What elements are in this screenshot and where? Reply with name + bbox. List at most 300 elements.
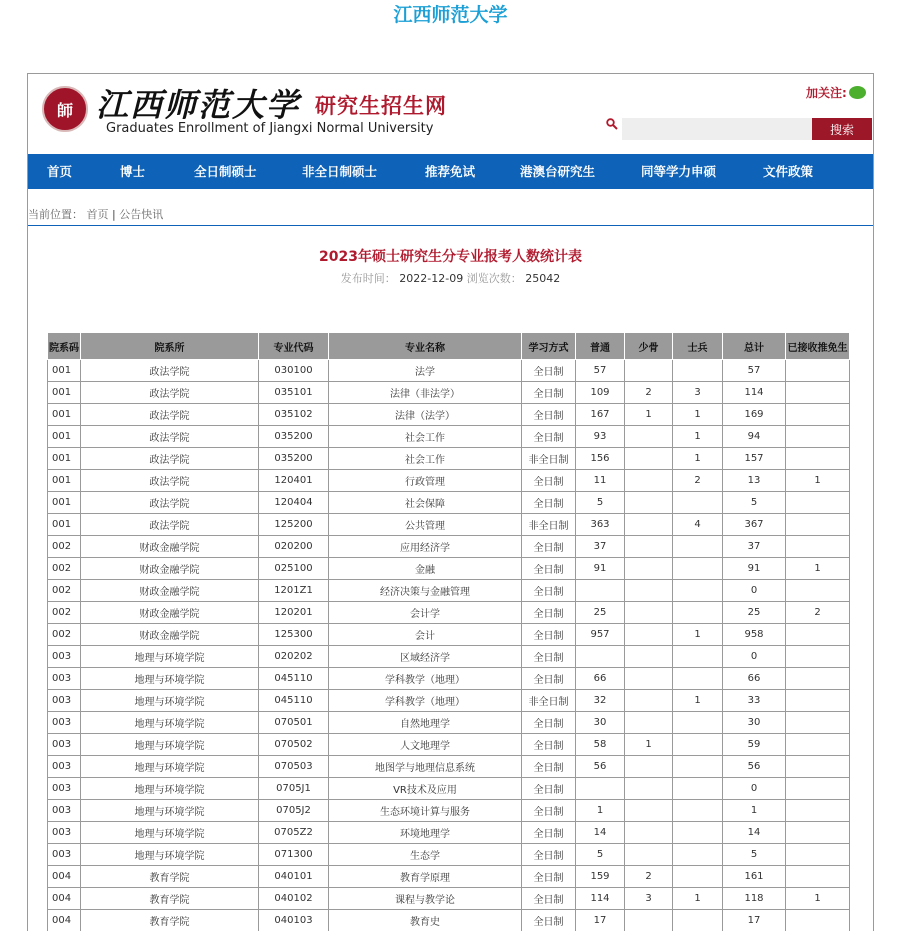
logo-site-name[interactable]: 研究生招生网 <box>315 90 447 120</box>
table-row <box>48 690 850 712</box>
cell-minority-count <box>625 778 673 800</box>
breadcrumb-home[interactable]: 首页 <box>87 208 109 221</box>
cell-minority-count <box>625 822 673 844</box>
cell-soldier-count <box>673 602 723 624</box>
cell-dept-code: 001 <box>48 360 81 382</box>
cell-major-code: 120201 <box>259 602 329 624</box>
column-header-study-mode: 学习方式 <box>522 333 576 360</box>
cell-study-mode: 全日制 <box>522 404 576 426</box>
cell-major-code: 035200 <box>259 448 329 470</box>
column-header-major-code: 专业代码 <box>259 333 329 360</box>
cell-dept-code: 004 <box>48 910 81 931</box>
nav-hk-macau-taiwan[interactable]: 港澳台研究生 <box>520 154 595 189</box>
cell-soldier-count <box>673 822 723 844</box>
cell-total-count: 56 <box>723 756 786 778</box>
cell-total-count: 118 <box>723 888 786 910</box>
publish-date: 2022-12-09 <box>399 272 463 285</box>
cell-dept-name: 教育学院 <box>81 910 259 931</box>
table-row <box>48 822 850 844</box>
table-row <box>48 756 850 778</box>
cell-major-code: 045110 <box>259 668 329 690</box>
cell-dept-name: 地理与环境学院 <box>81 646 259 668</box>
cell-soldier-count <box>673 712 723 734</box>
follow-label: 加关注: <box>806 86 847 100</box>
view-count: 25042 <box>525 272 560 285</box>
cell-dept-name: 财政金融学院 <box>81 580 259 602</box>
cell-major-name: 区域经济学 <box>329 646 522 668</box>
table-row <box>48 646 850 668</box>
cell-total-count: 13 <box>723 470 786 492</box>
cell-major-name: 行政管理 <box>329 470 522 492</box>
cell-recommended-count <box>786 866 850 888</box>
cell-minority-count: 2 <box>625 382 673 404</box>
table-row <box>48 382 850 404</box>
site-frame <box>27 73 874 931</box>
cell-recommended-count <box>786 624 850 646</box>
cell-recommended-count <box>786 492 850 514</box>
cell-soldier-count <box>673 360 723 382</box>
table-row <box>48 558 850 580</box>
cell-dept-name: 地理与环境学院 <box>81 690 259 712</box>
cell-minority-count <box>625 602 673 624</box>
cell-recommended-count <box>786 668 850 690</box>
cell-dept-code: 003 <box>48 712 81 734</box>
cell-soldier-count <box>673 910 723 931</box>
cell-study-mode: 全日制 <box>522 492 576 514</box>
cell-dept-name: 政法学院 <box>81 470 259 492</box>
cell-regular-count <box>576 646 625 668</box>
cell-regular-count: 32 <box>576 690 625 712</box>
cell-recommended-count <box>786 756 850 778</box>
table-row <box>48 844 850 866</box>
cell-study-mode: 全日制 <box>522 822 576 844</box>
cell-dept-code: 003 <box>48 646 81 668</box>
article-meta <box>28 270 873 286</box>
cell-regular-count: 114 <box>576 888 625 910</box>
cell-major-code: 025100 <box>259 558 329 580</box>
nav-policy[interactable]: 文件政策 <box>763 154 813 189</box>
cell-study-mode: 全日制 <box>522 734 576 756</box>
cell-regular-count: 109 <box>576 382 625 404</box>
cell-recommended-count <box>786 690 850 712</box>
cell-total-count: 91 <box>723 558 786 580</box>
search-icon <box>606 118 618 130</box>
cell-regular-count: 30 <box>576 712 625 734</box>
cell-total-count: 17 <box>723 910 786 931</box>
logo-english-name: Graduates Enrollment of Jiangxi Normal University <box>106 121 433 136</box>
cell-major-code: 0705Z2 <box>259 822 329 844</box>
cell-recommended-count: 1 <box>786 558 850 580</box>
cell-major-name: 学科教学（地理） <box>329 690 522 712</box>
cell-dept-code: 002 <box>48 558 81 580</box>
cell-soldier-count <box>673 756 723 778</box>
cell-major-code: 125300 <box>259 624 329 646</box>
cell-total-count: 0 <box>723 646 786 668</box>
table-row <box>48 470 850 492</box>
cell-dept-name: 财政金融学院 <box>81 558 259 580</box>
enrollment-stats-table <box>47 332 850 931</box>
cell-recommended-count: 1 <box>786 888 850 910</box>
cell-total-count: 169 <box>723 404 786 426</box>
cell-total-count: 25 <box>723 602 786 624</box>
cell-major-name: 生态环境计算与服务 <box>329 800 522 822</box>
cell-regular-count: 167 <box>576 404 625 426</box>
cell-total-count: 5 <box>723 844 786 866</box>
cell-total-count: 57 <box>723 360 786 382</box>
table-row <box>48 800 850 822</box>
cell-regular-count: 5 <box>576 844 625 866</box>
cell-dept-code: 003 <box>48 734 81 756</box>
header-divider <box>28 225 873 226</box>
breadcrumb-current[interactable]: 公告快讯 <box>119 208 163 221</box>
nav-equivalent-degree[interactable]: 同等学力申硕 <box>641 154 716 189</box>
cell-total-count: 0 <box>723 778 786 800</box>
cell-total-count: 66 <box>723 668 786 690</box>
table-row <box>48 712 850 734</box>
cell-major-code: 120401 <box>259 470 329 492</box>
table-body <box>48 360 850 931</box>
cell-dept-name: 教育学院 <box>81 866 259 888</box>
cell-minority-count <box>625 712 673 734</box>
cell-study-mode: 全日制 <box>522 470 576 492</box>
cell-regular-count: 37 <box>576 536 625 558</box>
cell-recommended-count <box>786 514 850 536</box>
cell-regular-count: 11 <box>576 470 625 492</box>
table-row <box>48 624 850 646</box>
cell-major-code: 045110 <box>259 690 329 712</box>
table-row <box>48 602 850 624</box>
cell-soldier-count <box>673 492 723 514</box>
cell-recommended-count <box>786 778 850 800</box>
cell-major-name: 教育学原理 <box>329 866 522 888</box>
cell-major-name: 社会工作 <box>329 448 522 470</box>
cell-soldier-count <box>673 668 723 690</box>
cell-minority-count: 1 <box>625 734 673 756</box>
cell-major-code: 071300 <box>259 844 329 866</box>
views-label: 浏览次数： <box>467 272 522 285</box>
cell-major-code: 070502 <box>259 734 329 756</box>
cell-dept-code: 001 <box>48 382 81 404</box>
cell-major-code: 040102 <box>259 888 329 910</box>
cell-study-mode: 非全日制 <box>522 690 576 712</box>
cell-study-mode: 全日制 <box>522 800 576 822</box>
cell-soldier-count <box>673 558 723 580</box>
cell-total-count: 157 <box>723 448 786 470</box>
nav-recommend[interactable]: 推荐免试 <box>425 154 475 189</box>
cell-major-name: 人文地理学 <box>329 734 522 756</box>
cell-recommended-count <box>786 360 850 382</box>
cell-study-mode: 全日制 <box>522 888 576 910</box>
cell-regular-count: 957 <box>576 624 625 646</box>
site-header <box>28 74 873 154</box>
cell-recommended-count <box>786 448 850 470</box>
cell-dept-code: 001 <box>48 404 81 426</box>
table-row <box>48 910 850 931</box>
cell-minority-count <box>625 646 673 668</box>
table-row <box>48 866 850 888</box>
cell-study-mode: 非全日制 <box>522 448 576 470</box>
cell-study-mode: 全日制 <box>522 382 576 404</box>
cell-major-code: 035200 <box>259 426 329 448</box>
cell-major-name: 社会工作 <box>329 426 522 448</box>
cell-major-code: 120404 <box>259 492 329 514</box>
column-header-total-count: 总计 <box>723 333 786 360</box>
cell-regular-count <box>576 580 625 602</box>
cell-study-mode: 非全日制 <box>522 514 576 536</box>
breadcrumb-separator: | <box>109 208 120 221</box>
cell-major-name: 学科教学（地理） <box>329 668 522 690</box>
cell-major-name: 教育史 <box>329 910 522 931</box>
table-row <box>48 404 850 426</box>
cell-soldier-count <box>673 734 723 756</box>
cell-minority-count <box>625 470 673 492</box>
follow-link[interactable] <box>806 84 866 101</box>
cell-minority-count <box>625 492 673 514</box>
cell-study-mode: 全日制 <box>522 602 576 624</box>
cell-regular-count: 66 <box>576 668 625 690</box>
cell-study-mode: 全日制 <box>522 844 576 866</box>
cell-soldier-count <box>673 536 723 558</box>
cell-recommended-count: 2 <box>786 602 850 624</box>
cell-dept-name: 政法学院 <box>81 514 259 536</box>
cell-dept-code: 003 <box>48 668 81 690</box>
cell-recommended-count <box>786 822 850 844</box>
cell-major-code: 070501 <box>259 712 329 734</box>
cell-major-name: 自然地理学 <box>329 712 522 734</box>
cell-dept-code: 001 <box>48 426 81 448</box>
cell-minority-count <box>625 448 673 470</box>
cell-soldier-count: 3 <box>673 382 723 404</box>
table-row <box>48 668 850 690</box>
cell-regular-count: 57 <box>576 360 625 382</box>
cell-total-count: 33 <box>723 690 786 712</box>
nav-fulltime-master[interactable]: 全日制硕士 <box>194 154 257 189</box>
wechat-icon[interactable] <box>849 86 866 99</box>
cell-dept-code: 002 <box>48 624 81 646</box>
cell-dept-code: 001 <box>48 492 81 514</box>
cell-minority-count <box>625 580 673 602</box>
cell-regular-count: 91 <box>576 558 625 580</box>
cell-recommended-count <box>786 382 850 404</box>
cell-major-code: 020202 <box>259 646 329 668</box>
cell-minority-count <box>625 536 673 558</box>
cell-study-mode: 全日制 <box>522 866 576 888</box>
cell-total-count: 94 <box>723 426 786 448</box>
cell-major-code: 040101 <box>259 866 329 888</box>
cell-major-code: 030100 <box>259 360 329 382</box>
cell-soldier-count <box>673 866 723 888</box>
cell-dept-code: 003 <box>48 778 81 800</box>
cell-recommended-count <box>786 712 850 734</box>
cell-soldier-count: 1 <box>673 624 723 646</box>
cell-recommended-count <box>786 580 850 602</box>
cell-study-mode: 全日制 <box>522 756 576 778</box>
cell-soldier-count: 1 <box>673 888 723 910</box>
cell-major-name: 地图学与地理信息系统 <box>329 756 522 778</box>
cell-soldier-count: 2 <box>673 470 723 492</box>
cell-major-name: 公共管理 <box>329 514 522 536</box>
cell-regular-count: 17 <box>576 910 625 931</box>
cell-dept-name: 政法学院 <box>81 426 259 448</box>
cell-minority-count <box>625 360 673 382</box>
cell-total-count: 5 <box>723 492 786 514</box>
cell-dept-code: 001 <box>48 470 81 492</box>
cell-recommended-count <box>786 734 850 756</box>
table-row <box>48 492 850 514</box>
table-row <box>48 778 850 800</box>
cell-major-code: 1201Z1 <box>259 580 329 602</box>
cell-dept-code: 003 <box>48 800 81 822</box>
cell-total-count: 367 <box>723 514 786 536</box>
cell-major-name: 应用经济学 <box>329 536 522 558</box>
cell-dept-name: 政法学院 <box>81 492 259 514</box>
search-button[interactable]: 搜索 <box>812 118 872 140</box>
cell-dept-name: 财政金融学院 <box>81 624 259 646</box>
table-row <box>48 888 850 910</box>
cell-dept-code: 002 <box>48 602 81 624</box>
cell-minority-count <box>625 426 673 448</box>
column-header-recommended-count: 已接收推免生 <box>786 333 850 360</box>
cell-dept-name: 政法学院 <box>81 448 259 470</box>
cell-minority-count <box>625 844 673 866</box>
cell-study-mode: 全日制 <box>522 580 576 602</box>
search-input[interactable] <box>622 118 816 140</box>
table-row <box>48 360 850 382</box>
cell-soldier-count: 1 <box>673 690 723 712</box>
cell-dept-code: 003 <box>48 690 81 712</box>
cell-dept-name: 财政金融学院 <box>81 602 259 624</box>
cell-dept-name: 地理与环境学院 <box>81 668 259 690</box>
cell-total-count: 0 <box>723 580 786 602</box>
cell-total-count: 958 <box>723 624 786 646</box>
cell-major-name: 会计学 <box>329 602 522 624</box>
table-row <box>48 426 850 448</box>
cell-study-mode: 全日制 <box>522 712 576 734</box>
cell-recommended-count: 1 <box>786 470 850 492</box>
breadcrumb-prefix: 当前位置： <box>28 208 83 221</box>
cell-regular-count: 25 <box>576 602 625 624</box>
cell-dept-code: 003 <box>48 822 81 844</box>
cell-recommended-count <box>786 800 850 822</box>
cell-recommended-count <box>786 910 850 931</box>
cell-total-count: 14 <box>723 822 786 844</box>
cell-total-count: 161 <box>723 866 786 888</box>
cell-dept-name: 政法学院 <box>81 404 259 426</box>
cell-recommended-count <box>786 404 850 426</box>
cell-study-mode: 全日制 <box>522 910 576 931</box>
cell-minority-count <box>625 624 673 646</box>
cell-minority-count: 2 <box>625 866 673 888</box>
cell-minority-count <box>625 514 673 536</box>
cell-major-name: 生态学 <box>329 844 522 866</box>
cell-minority-count <box>625 800 673 822</box>
cell-dept-name: 地理与环境学院 <box>81 712 259 734</box>
cell-regular-count: 156 <box>576 448 625 470</box>
date-label: 发布时间： <box>341 272 396 285</box>
cell-major-code: 035101 <box>259 382 329 404</box>
nav-home[interactable]: 首页 <box>47 154 72 189</box>
main-nav <box>28 154 873 189</box>
cell-minority-count <box>625 558 673 580</box>
column-header-regular-count: 普通 <box>576 333 625 360</box>
cell-dept-code: 003 <box>48 756 81 778</box>
cell-major-code: 020200 <box>259 536 329 558</box>
column-header-dept-name: 院系所 <box>81 333 259 360</box>
cell-study-mode: 全日制 <box>522 668 576 690</box>
cell-regular-count <box>576 778 625 800</box>
cell-dept-name: 地理与环境学院 <box>81 756 259 778</box>
cell-major-code: 070503 <box>259 756 329 778</box>
cell-regular-count: 159 <box>576 866 625 888</box>
cell-soldier-count: 1 <box>673 404 723 426</box>
cell-major-name: 环境地理学 <box>329 822 522 844</box>
cell-regular-count: 14 <box>576 822 625 844</box>
cell-major-name: 法学 <box>329 360 522 382</box>
cell-soldier-count <box>673 646 723 668</box>
table-row <box>48 536 850 558</box>
page-title: 江西师范大学 <box>0 0 901 30</box>
column-header-dept-code: 院系码 <box>48 333 81 360</box>
cell-major-name: 会计 <box>329 624 522 646</box>
column-header-minority-count: 少骨 <box>625 333 673 360</box>
cell-minority-count: 3 <box>625 888 673 910</box>
nav-doctor[interactable]: 博士 <box>120 154 145 189</box>
table-header-row <box>48 333 850 360</box>
cell-dept-code: 002 <box>48 580 81 602</box>
cell-total-count: 59 <box>723 734 786 756</box>
cell-dept-name: 地理与环境学院 <box>81 800 259 822</box>
cell-dept-name: 地理与环境学院 <box>81 734 259 756</box>
cell-soldier-count: 4 <box>673 514 723 536</box>
cell-recommended-count <box>786 536 850 558</box>
cell-dept-name: 地理与环境学院 <box>81 822 259 844</box>
cell-dept-code: 001 <box>48 514 81 536</box>
cell-study-mode: 全日制 <box>522 646 576 668</box>
cell-dept-code: 001 <box>48 448 81 470</box>
cell-dept-code: 003 <box>48 844 81 866</box>
cell-dept-name: 政法学院 <box>81 360 259 382</box>
nav-parttime-master[interactable]: 非全日制硕士 <box>302 154 377 189</box>
cell-study-mode: 全日制 <box>522 624 576 646</box>
cell-major-name: 法律（法学） <box>329 404 522 426</box>
cell-minority-count <box>625 690 673 712</box>
cell-study-mode: 全日制 <box>522 360 576 382</box>
cell-major-name: 课程与教学论 <box>329 888 522 910</box>
cell-dept-code: 002 <box>48 536 81 558</box>
cell-recommended-count <box>786 844 850 866</box>
logo-chinese-name[interactable]: 江西师范大学 <box>96 80 300 126</box>
cell-dept-name: 教育学院 <box>81 888 259 910</box>
cell-major-code: 125200 <box>259 514 329 536</box>
cell-soldier-count <box>673 580 723 602</box>
university-seal-icon[interactable]: 師 <box>42 86 88 132</box>
table-row <box>48 580 850 602</box>
cell-minority-count <box>625 756 673 778</box>
cell-major-name: 社会保障 <box>329 492 522 514</box>
cell-regular-count: 363 <box>576 514 625 536</box>
table-row <box>48 734 850 756</box>
cell-study-mode: 全日制 <box>522 426 576 448</box>
cell-dept-name: 地理与环境学院 <box>81 778 259 800</box>
cell-soldier-count <box>673 800 723 822</box>
cell-soldier-count <box>673 778 723 800</box>
table-row <box>48 514 850 536</box>
cell-major-name: 法律（非法学） <box>329 382 522 404</box>
article-title: 2023年硕士研究生分专业报考人数统计表 <box>28 246 873 266</box>
cell-major-name: VR技术及应用 <box>329 778 522 800</box>
cell-recommended-count <box>786 646 850 668</box>
cell-soldier-count: 1 <box>673 448 723 470</box>
